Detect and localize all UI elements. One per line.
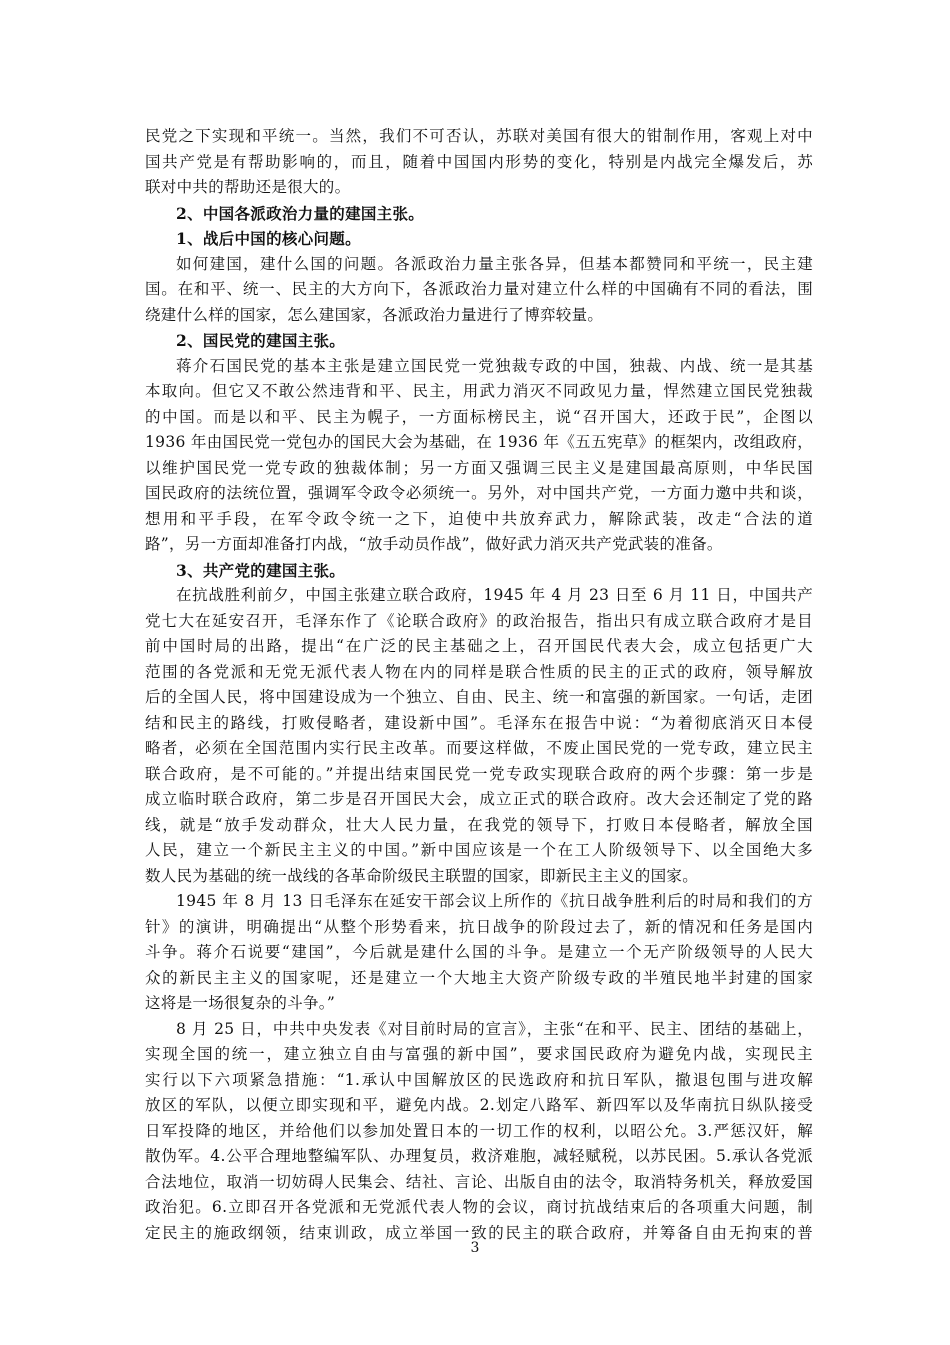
paragraph-first-line: 蒋介石国民党的基本主张是建立国民党一党独裁专政的中国，独裁、内战、统一是其基 <box>176 356 813 375</box>
paragraph-last-line: 联对中共的帮助还是很大的。 <box>145 178 351 196</box>
paragraph-first-line: 如何建国，建什么国的问题。各派政治力量主张各异，但基本都赞同和平统一，民主建 <box>176 254 813 273</box>
paragraph-line: 放区的军队，以便立即实现和平，避免内战。2.划定八路军、新四军以及华南抗日纵队接受 <box>145 1096 813 1114</box>
document-body <box>145 124 813 1246</box>
paragraph-line: 联合政府，是不可能的。”并提出结束国民党一党专政实现联合政府的两个步骤：第一步是 <box>145 764 813 783</box>
paragraph-line: 人民，建立一个新民主主义的中国。”新中国应该是一个在工人阶级领导下、以全国绝大多 <box>145 841 813 859</box>
paragraph-line: 想用和平手段，在军令政令统一之下，迫使中共放弃武力，解除武装，改走“合法的道 <box>145 509 813 528</box>
paragraph-line: 政治犯。6.立即召开各党派和无党派代表人物的会议，商讨抗战结束后的各项重大问题，制 <box>145 1198 813 1216</box>
paragraph-first-line: 8 月 25 日，中共中央发表《对目前时局的宣言》，主张“在和平、民主、团结的基础上， <box>176 1019 813 1038</box>
section-heading: 2、中国各派政治力量的建国主张。 <box>176 203 425 223</box>
section-heading: 3、共产党的建国主张。 <box>176 560 346 580</box>
paragraph-line: 线，就是“放手发动群众，壮大人民力量，在我党的领导下，打败日本侵略者，解放全国 <box>145 815 813 834</box>
paragraph-line: 实现全国的统一，建立独立自由与富强的新中国”，要求国民政府为避免内战，实现民主 <box>145 1045 813 1063</box>
paragraph-line: 众的新民主主义的国家呢，还是建立一个大地主大资产阶级专政的半殖民地半封建的国家 <box>145 968 813 987</box>
paragraph-line: 国民政府的法统位置，强调军令政令必须统一。另外，对中国共产党，一方面力邀中共和谈， <box>145 484 813 502</box>
paragraph-line: 范围的各党派和无党无派代表人物在内的同样是联合性质的民主的正式的政府，领导解放 <box>145 662 813 681</box>
paragraph-first-line: 在抗战胜利前夕，中国主张建立联合政府，1945 年 4 月 23 日至 6 月 11 日，中国共产 <box>176 586 813 604</box>
section-heading: 1、战后中国的核心问题。 <box>176 229 361 248</box>
paragraph-last-line: 绕建什么样的国家，怎么建国家，各派政治力量进行了博弈较量。 <box>145 305 604 324</box>
paragraph-line: 后的全国人民，将中国建设成为一个独立、自由、民主、统一和富强的新国家。一句话，走团 <box>145 688 813 706</box>
paragraph-line: 成立临时联合政府，第二步是召开国民大会，成立正式的联合政府。改大会还制定了党的路 <box>145 790 813 808</box>
paragraph-line: 国共产党是有帮助影响的，而且，随着中国国内形势的变化，特别是内战完全爆发后，苏 <box>145 152 813 171</box>
paragraph-last-line: 这将是一场很复杂的斗争。” <box>145 994 336 1012</box>
paragraph-last-line: 数人民为基础的统一战线的各革命阶级民主联盟的国家，即新民主主义的国家。 <box>145 866 699 885</box>
paragraph-first-line: 1945 年 8 月 13 日毛泽东在延安干部会议上所作的《抗日战争胜利后的时局和我们的方 <box>176 892 813 910</box>
paragraph-line: 的中国。而是以和平、民主为幌子，一方面标榜民主，说“召开国大，还政于民”，企图以 <box>145 407 813 426</box>
paragraph-line: 本取向。但它又不敢公然违背和平、民主，用武力消灭不同政见力量，悍然建立国民党独裁 <box>145 382 813 400</box>
paragraph-line: 日军投降的地区，并给他们以参加处置日本的一切工作的权利，以昭公允。3.严惩汉奸，解 <box>145 1121 813 1140</box>
paragraph-line: 民党之下实现和平统一。当然，我们不可否认，苏联对美国有很大的钳制作用，客观上对中 <box>145 127 813 145</box>
paragraph-line: 实行以下六项紧急措施：“1.承认中国解放区的民选政府和抗日军队，撤退包围与进攻解 <box>145 1070 813 1089</box>
paragraph-line: 定民主的施政纲领，结束训政，成立举国一致的民主的联合政府，并筹备自由无拘束的普 <box>145 1223 813 1242</box>
paragraph-line: 结和民主的路线，打败侵略者，建设新中国”。毛泽东在报告中说：“为着彻底消灭日本侵 <box>145 713 813 732</box>
paragraph-line: 党七大在延安召开，毛泽东作了《论联合政府》的政治报告，指出只有成立联合政府才是目 <box>145 611 813 630</box>
paragraph-line: 合法地位，取消一切妨碍人民集会、结社、言论、出版自由的法令，取消特务机关，释放爱国 <box>145 1172 813 1191</box>
paragraph-line: 斗争。蒋介石说要“建国”，今后就是建什么国的斗争。是建立一个无产阶级领导的人民大 <box>145 943 813 961</box>
paragraph-line: 以维护国民党一党专政的独裁体制；另一方面又强调三民主义是建国最高原则，中华民国 <box>145 458 813 477</box>
paragraph-line: 针》的演讲，明确提出“从整个形势看来，抗日战争的阶段过去了，新的情况和任务是国内 <box>145 917 813 936</box>
paragraph-last-line: 路”，另一方面却准备打内战，“放手动员作战”，做好武力消灭共产党武装的准备。 <box>145 535 723 553</box>
page-number: 3 <box>470 1240 480 1256</box>
section-heading: 2、国民党的建国主张。 <box>176 331 346 350</box>
paragraph-line: 散伪军。4.公平合理地整编军队、办理复员，救济难胞，减轻赋税，以苏民困。5.承认各党派 <box>145 1147 813 1165</box>
paragraph-line: 国。在和平、统一、民主的大方向下，各派政治力量对建立什么样的中国确有不同的看法，围 <box>145 280 813 298</box>
paragraph-line: 1936 年由国民党一党包办的国民大会为基础，在 1936 年《五五宪草》的框架内，改组政府， <box>145 433 813 451</box>
paragraph-line: 略者，必须在全国范围内实行民主改革。而要这样做，不废止国民党的一党专政，建立民主 <box>145 739 813 757</box>
paragraph-line: 前中国时局的出路，提出“在广泛的民主基础之上，召开国民代表大会，成立包括更广大 <box>145 637 813 655</box>
